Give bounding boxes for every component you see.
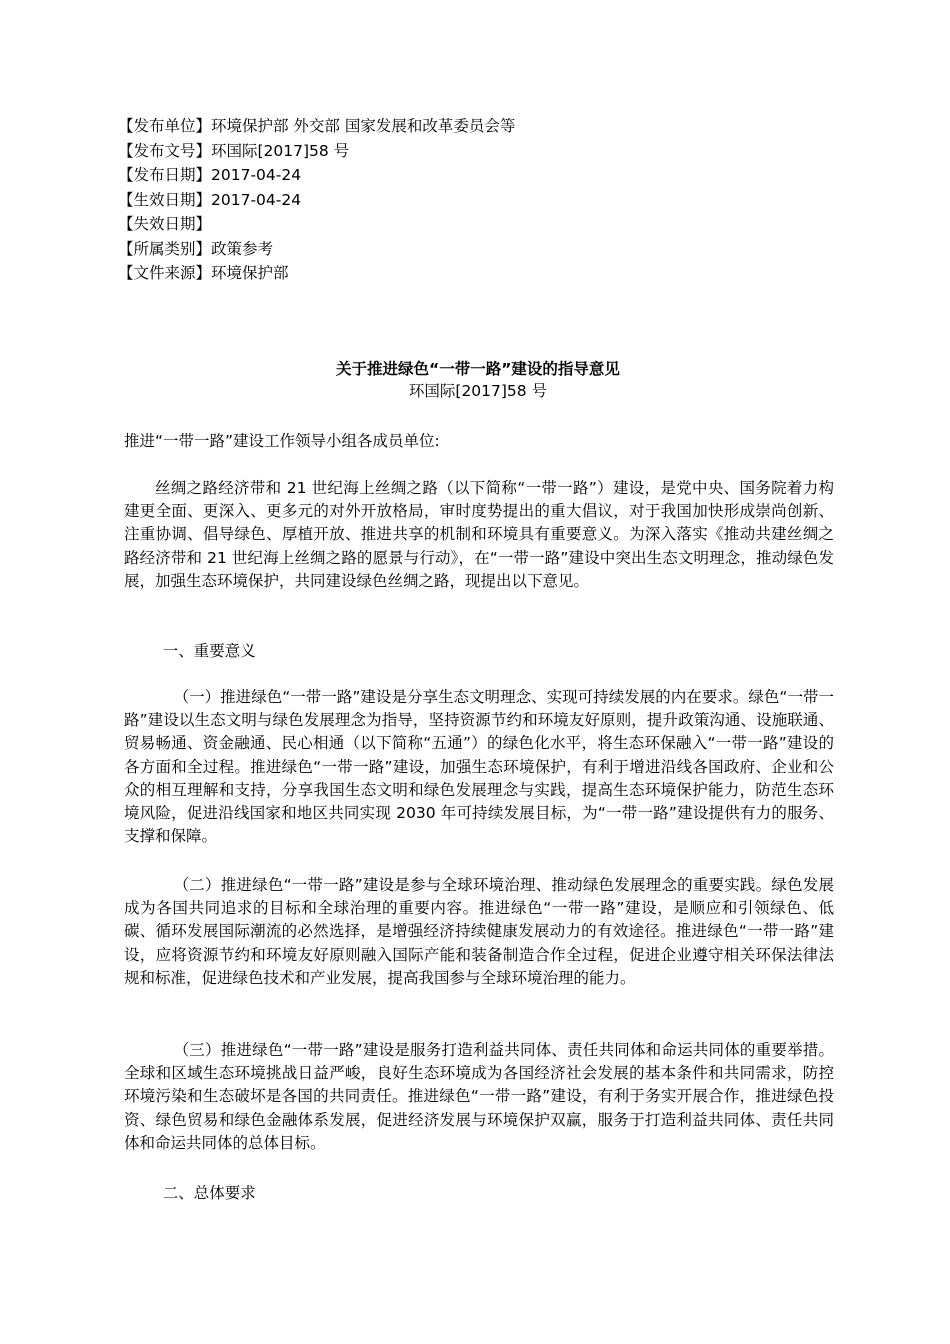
meta-effective-date: 【生效日期】2017-04-24	[118, 190, 302, 209]
paragraph-1: （一）推进绿色“一带一路”建设是分享生态文明理念、实现可持续发展的内在要求。绿色“一带一路”建设以生态文明与绿色发展理念为指导，坚持资源节约和环境友好原则，提升政策沟通、设施联通、贸易畅通、资金融通、民心相通（以下简称“五通”）的绿色化水平，将生态环保融入“一带一路”建设的各方面和全过程。推进绿色“一带一路”建设，加强生态环境保护，有利于增进沿线各国政府、企业和公众的相互理解和支持，分享我国生态文明和绿色发展理念与实践，提高生态环境保护能力，防范生态环境风险，促进沿线国家和地区共同实现 2030 年可持续发展目标，为“一带一路”建设提供有力的服务、支撑和保障。	[124, 688, 834, 846]
meta-source: 【文件来源】环境保护部	[118, 264, 289, 282]
meta-expiry-date: 【失效日期】	[118, 215, 212, 233]
paragraph-3: （三）推进绿色“一带一路”建设是服务打造利益共同体、责任共同体和命运共同体的重要举措。全球和区域生态环境挑战日益严峻，良好生态环境成为各国经济社会发展的基本条件和共同需求，防控环境污染和生态破坏是各国的共同责任。推进绿色“一带一路”建设，有利于务实开展合作，推进绿色投资、绿色贸易和绿色金融体系发展，促进经济发展与环境保护双赢，服务于打造利益共同体、责任共同体和命运共同体的总体目标。	[124, 1041, 834, 1152]
title-block	[118, 358, 838, 402]
meta-doc-number: 【发布文号】环国际[2017]58 号	[118, 141, 350, 160]
paragraph-2: （二）推进绿色“一带一路”建设是参与全球环境治理、推动绿色发展理念的重要实践。绿色发展成为各国共同追求的目标和全球治理的重要内容。推进绿色“一带一路”建设，是顺应和引领绿色、低碳、循环发展国际潮流的必然选择，是增强经济持续健康发展动力的有效途径。推进绿色“一带一路”建设，应将资源节约和环境友好原则融入国际产能和装备制造合作全过程，促进企业遵守相关环保法律法规和标准，促进绿色技术和产业发展，提高我国参与全球环境治理的能力。	[124, 876, 834, 987]
metadata-block	[118, 114, 838, 286]
document-number: 环国际[2017]58 号	[408, 382, 548, 400]
meta-publisher: 【发布单位】环境保护部 外交部 国家发展和改革委员会等	[118, 117, 516, 135]
intro-paragraph: 丝绸之路经济带和 21 世纪海上丝绸之路（以下简称“一带一路”）建设，是党中央、国务院着力构建更全面、更深入、更多元的对外开放格局，审时度势提出的重大倡议，对于我国加快形成崇尚创新、注重协调、倡导绿色、厚植开放、推进共享的机制和环境具有重要意义。为深入落实《推动共建丝绸之路经济带和 21 世纪海上丝绸之路的愿景与行动》，在“一带一路”建设中突出生态文明理念，推动绿色发展，加强生态环境保护，共同建设绿色丝绸之路，现提出以下意见。	[124, 479, 834, 590]
document-title: 关于推进绿色“一带一路”建设的指导意见	[336, 360, 620, 378]
section-heading-2: 二、总体要求	[162, 1184, 256, 1202]
salutation: 推进“一带一路”建设工作领导小组各成员单位:	[124, 432, 440, 450]
meta-category: 【所属类别】政策参考	[118, 239, 274, 258]
section-heading-1: 一、重要意义	[162, 642, 256, 660]
meta-issue-date: 【发布日期】2017-04-24	[118, 166, 302, 184]
